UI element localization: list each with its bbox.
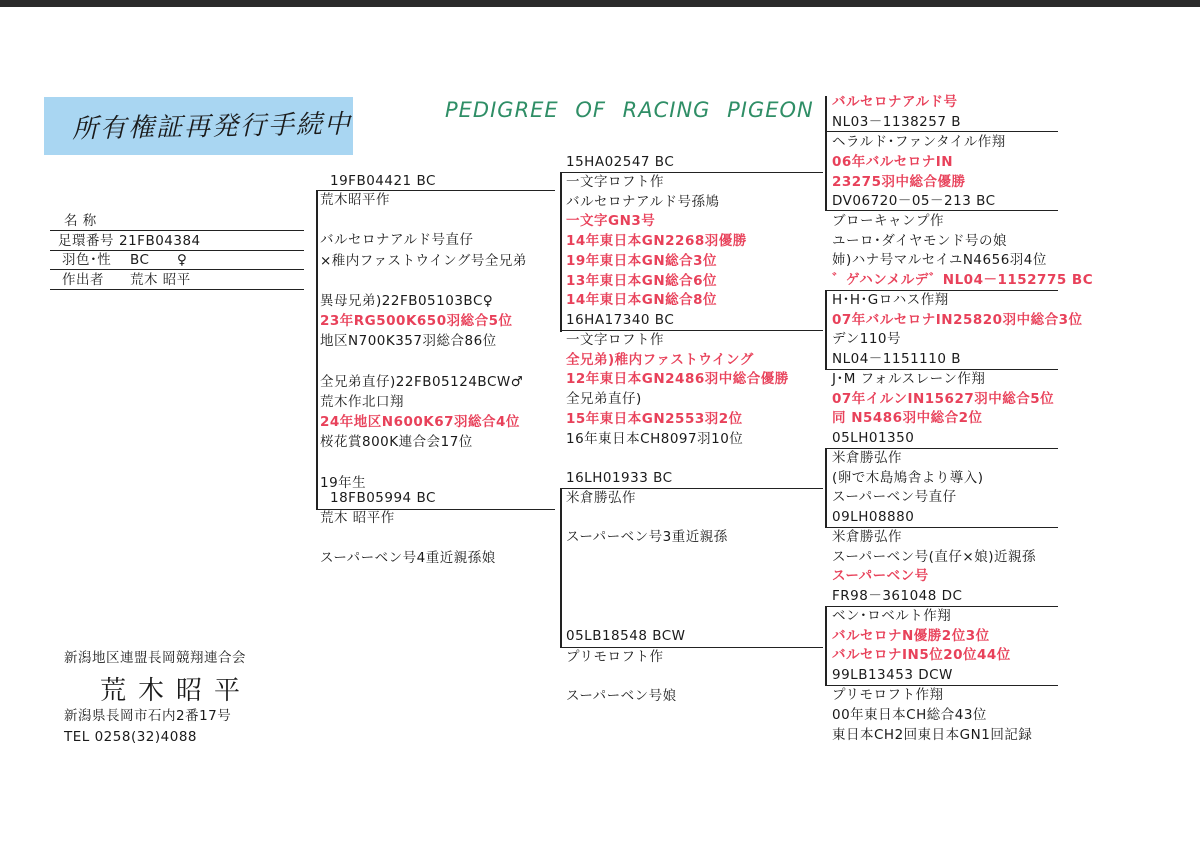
ssd-detail-line: ヘラルド･ファンタイル作翔 <box>832 134 1006 150</box>
dss-detail-line: J･M フォルスレーン作翔 <box>832 370 986 387</box>
dsd-detail-line: (卵で木島鳩舎より導入) <box>832 469 984 486</box>
sire-detail-line: 荒木作北口翔 <box>320 394 404 410</box>
sticky-note-text: 所有権証再発行手続中 <box>71 109 353 145</box>
sds-detail-line: ブローキャンプ作 <box>832 212 944 229</box>
dss-detail-line: NL04－1151110 B <box>832 351 961 367</box>
gen3-line-1 <box>826 131 1058 132</box>
sex-value: ♀ <box>177 252 188 268</box>
gen2-bracket-top <box>560 172 562 332</box>
sdd-detail-line: ゛ゲハンメルデ゛NL04－1152775 BC <box>832 272 1094 288</box>
dd-detail-line: プリモロフト作 <box>566 649 664 665</box>
ssd-detail-line: 06年バルセロナIN <box>832 153 954 170</box>
owner-name: 荒木昭平 <box>100 676 253 706</box>
sd-detail-line: 一文字ロフト作 <box>566 332 664 348</box>
page-title: PEDIGREE OF RACING PIGEON <box>445 98 814 122</box>
ring-label: 足環番号 <box>58 233 114 249</box>
sds-detail-line: DV06720－05－213 BC <box>832 193 996 209</box>
ds-detail-line: 米倉勝弘作 <box>566 490 636 506</box>
info-divider-3 <box>50 269 304 270</box>
sds-detail-line: 姉)ハナ号マルセイユN4656羽4位 <box>832 252 1047 269</box>
dsd-detail-line: スーパーベン号直仔 <box>832 489 957 506</box>
dd-detail-line: スーパーベン号娘 <box>566 688 677 705</box>
dds-detail-line: 09LH08880 <box>832 509 915 525</box>
ring-value: 21FB04384 <box>119 233 201 249</box>
sd-detail-line: 15年東日本GN2553羽2位 <box>566 410 743 427</box>
ddd-detail-line: 00年東日本CH総合43位 <box>832 706 987 723</box>
ss-detail-line: 14年東日本GN総合8位 <box>566 292 718 309</box>
ss-detail-line: 19年東日本GN総合3位 <box>566 252 718 269</box>
dds-detail-line: 米倉勝弘作 <box>832 528 902 545</box>
color-label: 羽色･性 <box>62 252 112 268</box>
ddd-detail-line: 99LB13453 DCW <box>832 667 953 684</box>
gen3-bracket-4 <box>825 606 827 686</box>
dss-detail-line: 07年イルンIN15627羽中総合5位 <box>832 390 1055 407</box>
info-divider-4 <box>50 289 304 290</box>
dd-ring: 05LB18548 BCW <box>566 628 686 644</box>
gen3-line-2 <box>826 210 1058 211</box>
sire-detail-line: バルセロナアルド号直仔 <box>320 232 474 249</box>
sdd-detail-line: 07年バルセロナIN25820羽中総合3位 <box>832 311 1083 328</box>
ddd-detail-line: バルセロナIN5位20位44位 <box>832 647 1011 664</box>
ddd-detail-line: プリモロフト作翔 <box>832 687 944 703</box>
sss-detail-line: バルセロナアルド号 <box>832 94 958 110</box>
dsd-detail-line: 米倉勝弘作 <box>832 449 902 466</box>
sire-detail-line: 異母兄弟)22FB05103BC♀ <box>320 293 494 309</box>
sticky-note <box>44 97 353 155</box>
breeder-label: 作出者 <box>62 272 104 288</box>
sds-detail-line: ユーロ･ダイヤモンド号の娘 <box>832 232 1007 249</box>
ss-detail-line: 13年東日本GN総合6位 <box>566 272 718 289</box>
dss-detail-line: 同 N5486羽中総合2位 <box>832 410 983 427</box>
ss-ring: 15HA02547 BC <box>566 154 675 170</box>
color-value: BC <box>130 252 150 268</box>
info-divider-1 <box>50 230 304 231</box>
sire-detail-line: 荒木昭平作 <box>320 192 390 208</box>
sss-detail-line: NL03－1138257 B <box>832 113 961 130</box>
gen2-bracket-bottom <box>560 488 562 648</box>
gen3-bracket-1b <box>825 131 827 211</box>
sd-detail-line: 全兄弟直仔) <box>566 391 642 408</box>
dam-detail-line: 荒木 昭平作 <box>320 510 395 526</box>
sire-detail-line: ×稚内ファストウイング号全兄弟 <box>320 252 527 269</box>
sire-detail-line: 全兄弟直仔)22FB05124BCW♂ <box>320 373 524 390</box>
dam-detail-line: スーパーベン号4重近親孫娘 <box>320 550 496 567</box>
ss-detail-line: 一文字GN3号 <box>566 213 656 230</box>
sd-detail-line: 12年東日本GN2486羽中総合優勝 <box>566 371 789 388</box>
sire-ring: 19FB04421 BC <box>330 173 436 189</box>
ddd-detail-line: 東日本CH2回東日本GN1回記録 <box>832 726 1033 743</box>
dds-detail-line: スーパーベン号 <box>832 568 929 585</box>
top-edge <box>0 0 1200 7</box>
ddd-detail-line: バルセロナN優勝2位3位 <box>832 627 990 644</box>
owner-address: 新潟県長岡市石内2番17号 <box>64 708 232 724</box>
owner-tel: TEL 0258(32)4088 <box>64 729 198 745</box>
sd-detail-line: 全兄弟)稚内ファストウイング <box>566 351 754 368</box>
sire-detail-line: 24年地区N600K67羽総合4位 <box>320 414 520 431</box>
sire-detail-line: 桜花賞800K連合会17位 <box>320 434 473 451</box>
sire-detail-line: 19年生 <box>320 474 367 491</box>
ds-ring: 16LH01933 BC <box>566 470 673 486</box>
owner-club: 新潟地区連盟長岡競翔連合会 <box>64 650 246 666</box>
gen3-bracket-3 <box>825 448 827 528</box>
ss-detail-line: 14年東日本GN2268羽優勝 <box>566 233 747 250</box>
dsd-detail-line: 05LH01350 <box>832 430 915 446</box>
ssd-detail-line: 23275羽中総合優勝 <box>832 173 966 190</box>
ddd-detail-line: ベン･ロベルト作翔 <box>832 607 952 624</box>
sdd-detail-line: デン110号 <box>832 331 901 348</box>
ss-detail-line: 一文字ロフト作 <box>566 174 664 190</box>
ss-detail-line: バルセロナアルド号孫鳩 <box>566 193 720 210</box>
dam-ring: 18FB05994 BC <box>330 490 436 506</box>
sire-detail-line: 地区N700K357羽総合86位 <box>320 333 497 350</box>
name-label: 名 称 <box>64 213 97 229</box>
gen3-bracket-2 <box>825 290 827 370</box>
ds-detail-line: スーパーベン号3重近親孫 <box>566 529 728 546</box>
sd-ring: 16HA17340 BC <box>566 312 675 328</box>
ddd-detail-line: FR98－361048 DC <box>832 588 963 604</box>
breeder-value: 荒木 昭平 <box>130 272 191 288</box>
gen1-bracket <box>316 190 318 510</box>
sd-detail-line: 16年東日本CH8097羽10位 <box>566 430 744 447</box>
gen3-bracket-1a <box>825 96 827 132</box>
dds-detail-line: スーパーベン号(直仔×娘)近親孫 <box>832 548 1036 565</box>
sire-detail-line: 23年RG500K650羽総合5位 <box>320 313 513 330</box>
sdd-detail-line: H･H･Gロハス作翔 <box>832 291 949 308</box>
